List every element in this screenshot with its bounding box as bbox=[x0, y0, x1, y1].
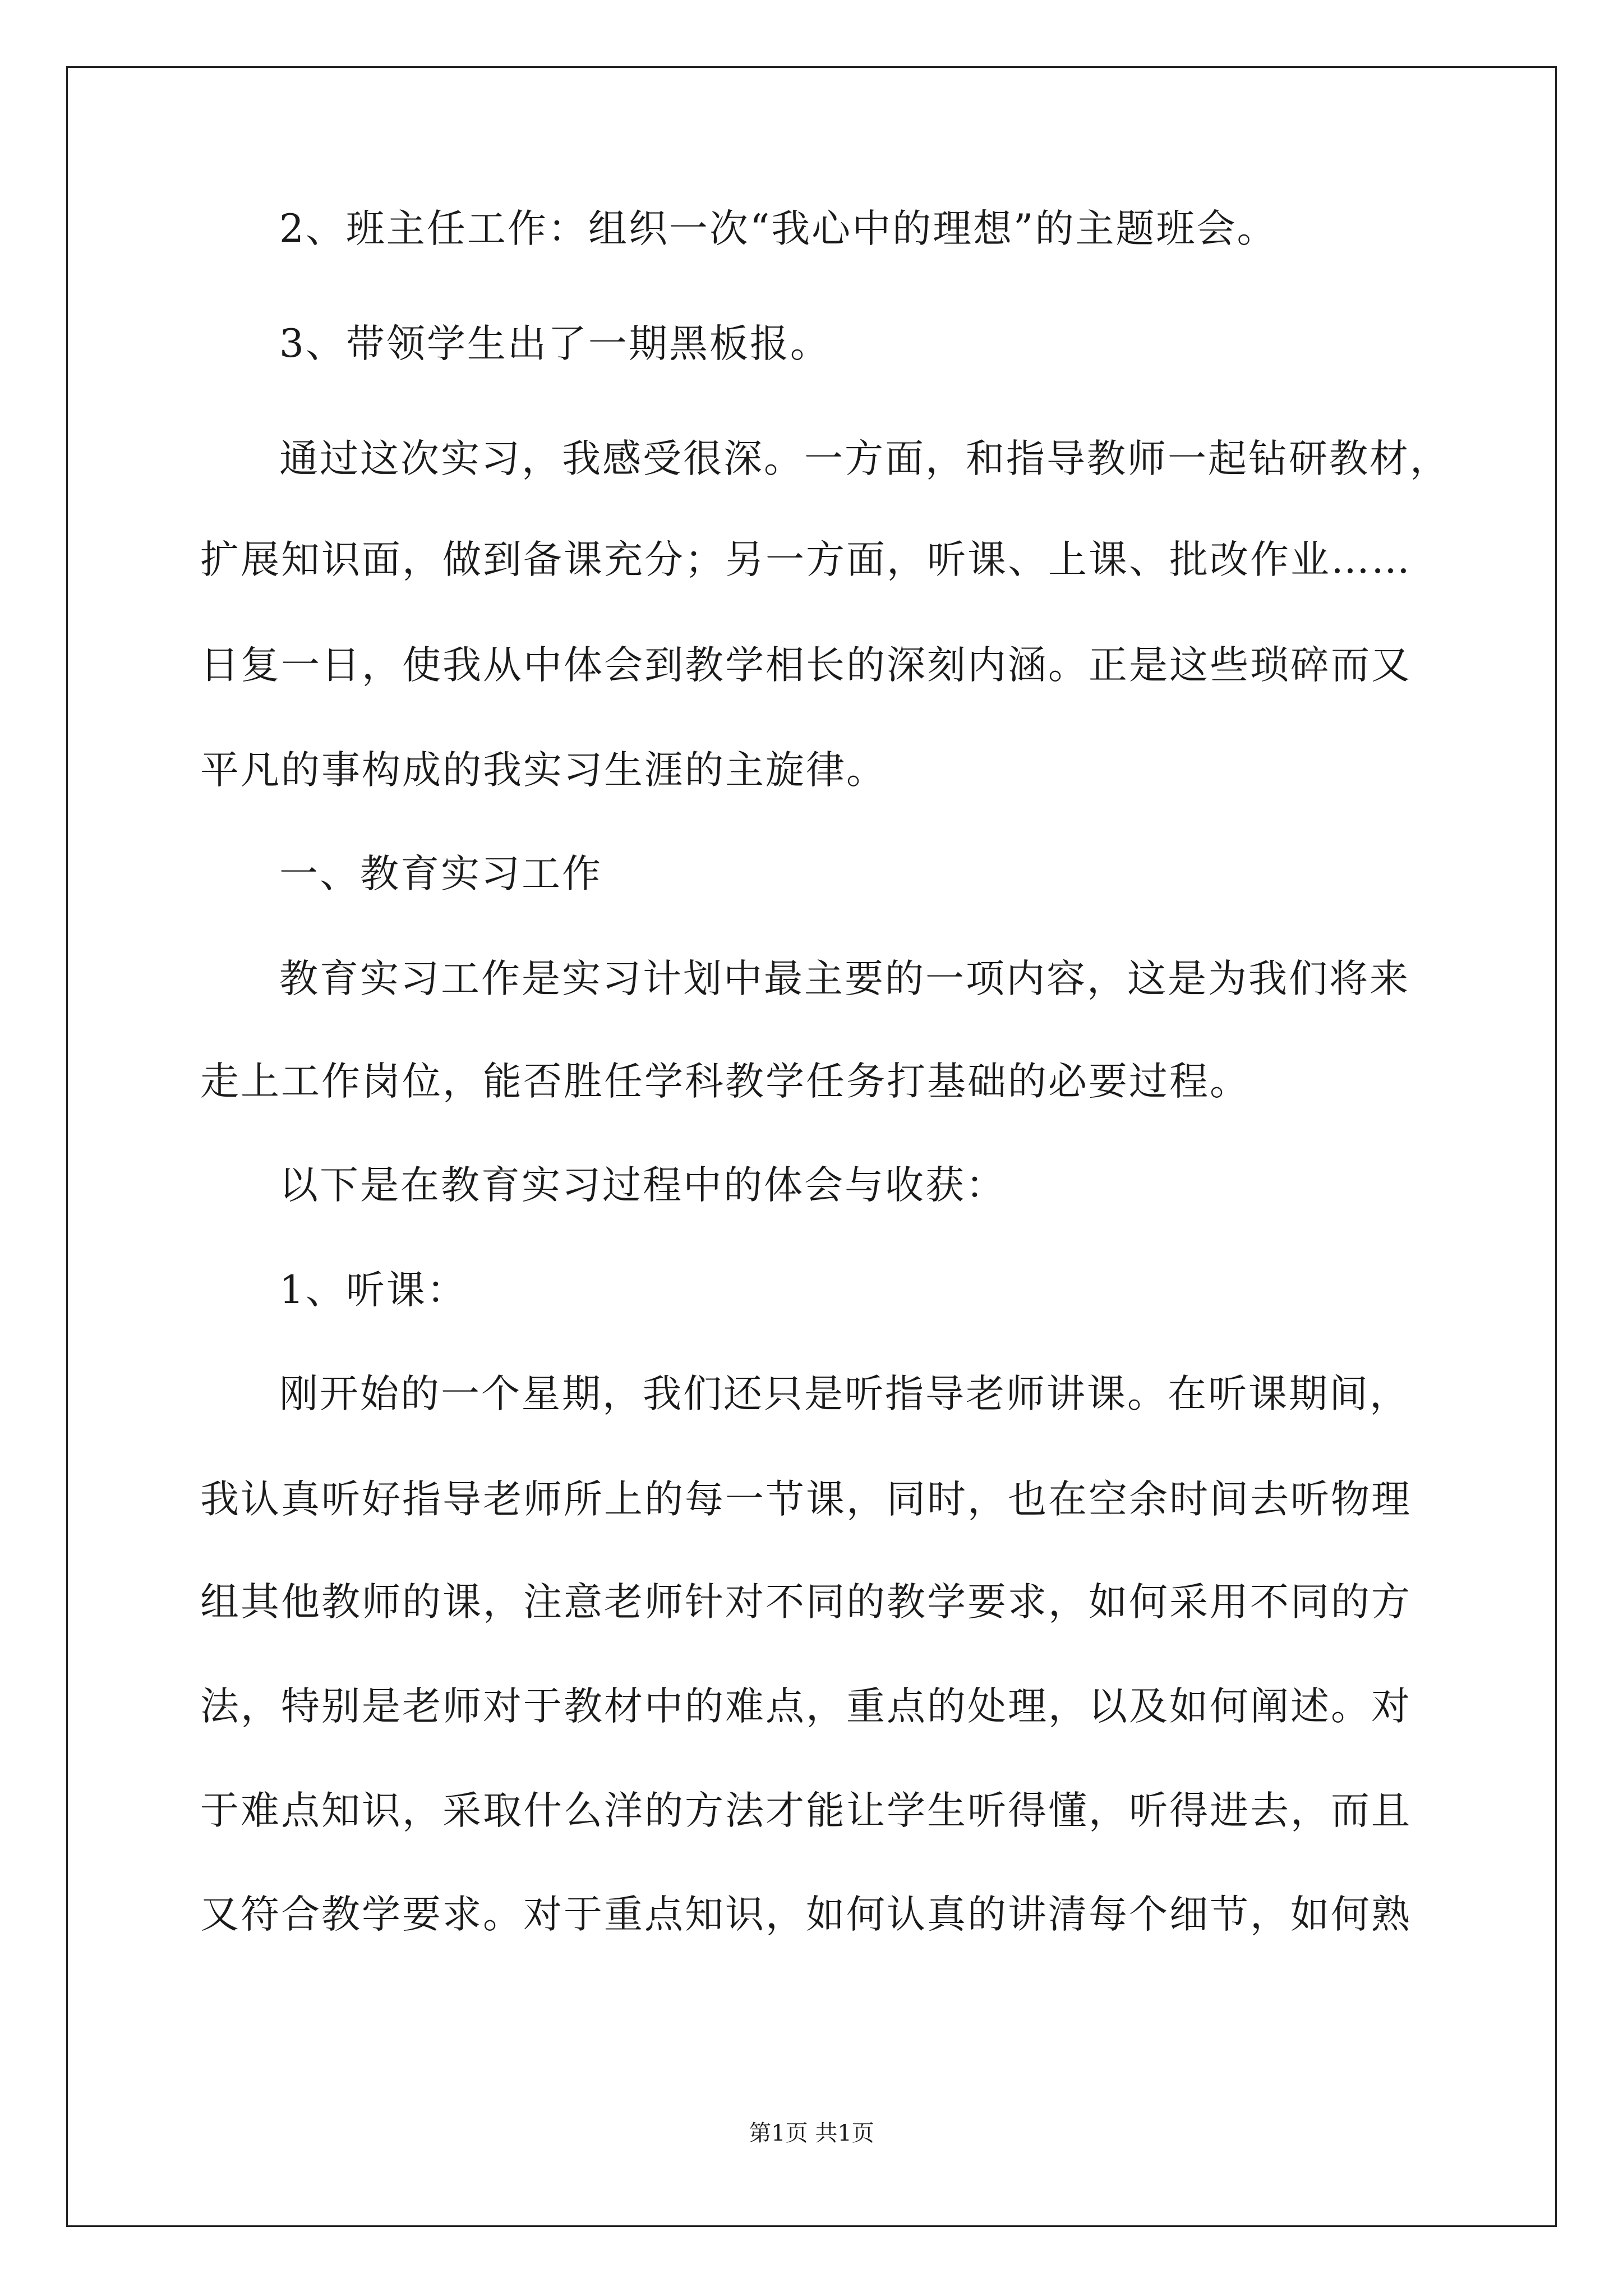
text-line-15: 法，特别是老师对于教材中的难点，重点的处理，以及如何阐述。对 bbox=[200, 1684, 1412, 1729]
text-line-1: 2、班主任工作：组织一次“我心中的理想”的主题班会。 bbox=[279, 206, 1278, 251]
text-line-5: 日复一日，使我从中体会到教学相长的深刻内涵。正是这些琐碎而又 bbox=[200, 643, 1412, 688]
text-line-17: 又符合教学要求。对于重点知识，如何认真的讲清每个细节，如何熟 bbox=[200, 1892, 1412, 1937]
text-line-6: 平凡的事构成的我实习生涯的主旋律。 bbox=[200, 748, 887, 793]
text-line-12: 刚开始的一个星期，我们还只是听指导老师讲课。在听课期间， bbox=[279, 1372, 1410, 1416]
text-line-14: 组其他教师的课，注意老师针对不同的教学要求，如何采用不同的方 bbox=[200, 1580, 1412, 1625]
text-line-13: 我认真听好指导老师所上的每一节课，同时，也在空余时间去听物理 bbox=[200, 1477, 1412, 1522]
text-line-9: 走上工作岗位，能否胜任学科教学任务打基础的必要过程。 bbox=[200, 1059, 1250, 1104]
text-line-8: 教育实习工作是实习计划中最主要的一项内容，这是为我们将来 bbox=[279, 956, 1410, 1001]
text-line-2: 3、带领学生出了一期黑板报。 bbox=[279, 321, 831, 366]
text-line-3: 通过这次实习，我感受很深。一方面，和指导教师一起钻研教材， bbox=[279, 436, 1450, 481]
page-footer: 第1页 共1页 bbox=[749, 2120, 874, 2146]
section-heading: 一、教育实习工作 bbox=[279, 852, 602, 896]
text-line-16: 于难点知识，采取什么洋的方法才能让学生听得懂，听得进去，而且 bbox=[200, 1788, 1412, 1833]
text-line-10: 以下是在教育实习过程中的体会与收获： bbox=[279, 1163, 1006, 1208]
subsection-heading: 1、听课： bbox=[279, 1268, 467, 1313]
text-line-4: 扩展知识面，做到备课充分；另一方面，听课、上课、批改作业…… bbox=[200, 537, 1412, 582]
